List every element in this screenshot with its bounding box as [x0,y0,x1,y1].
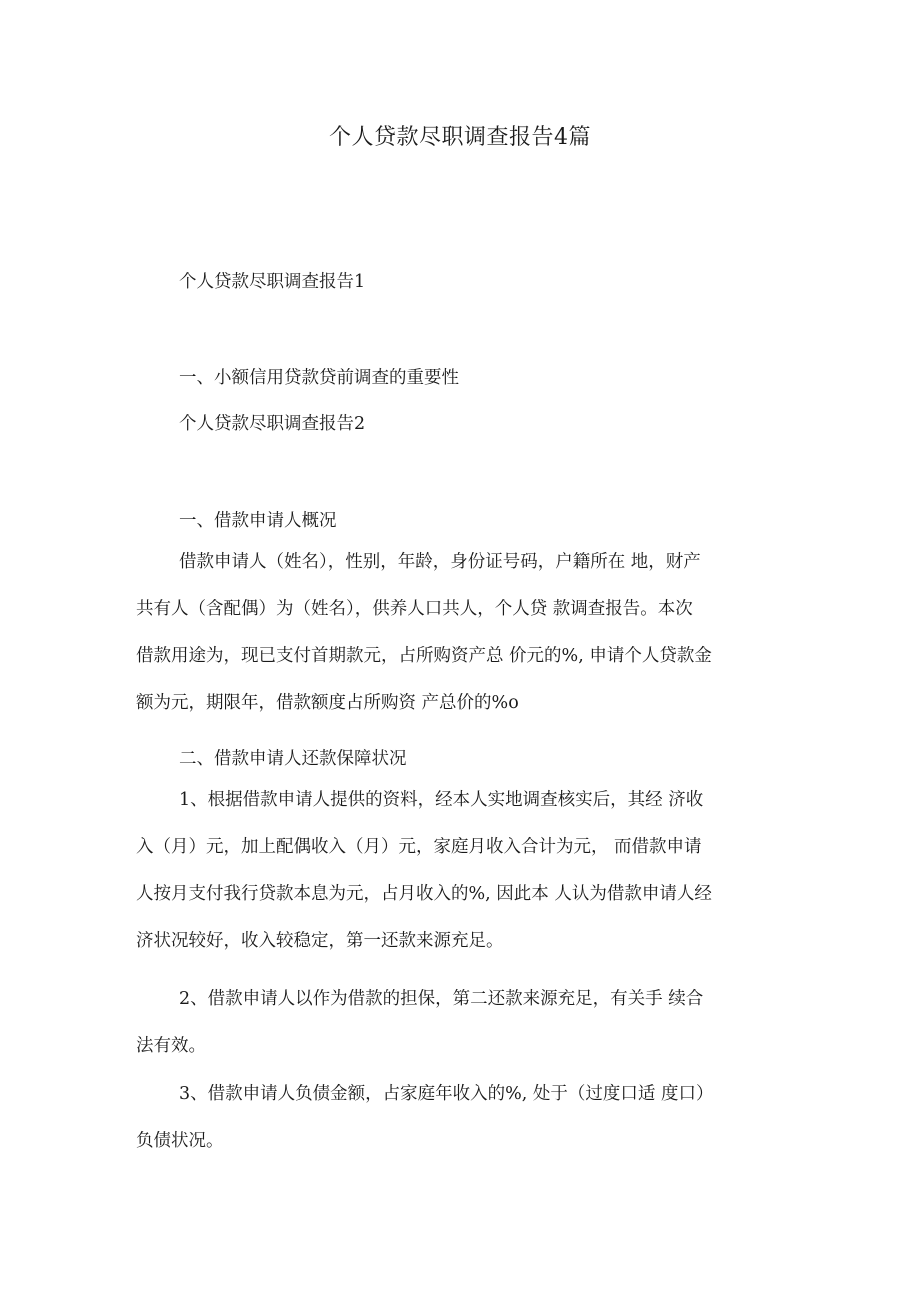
paragraph-repayment-2 [136,976,788,1070]
document-title: 个人贷款尽职调查报告4篇 [329,125,591,150]
paragraph-line: 借款申请人（姓名），性别，年龄，身份证号码，户籍所在 地，财产 [179,552,701,572]
paragraph-line: 1、根据借款申请人提供的资料，经本人实地调查核实后，其经 济收 [179,790,704,810]
paragraph-line: 2、借款申请人以作为借款的担保，第二还款来源充足，有关手 续合 [179,989,704,1009]
paragraph-line: 法有效。 [136,1036,206,1056]
paragraph-line: 3、借款申请人负债金额，占家庭年收入的%, 处于（过度口适 度口） [179,1084,714,1104]
section-b-heading: 二、借款申请人还款保障状况 [179,749,407,769]
paragraph-line: 人按月支付我行贷款本息为元，占月收入的%, 因此本 人认为借款申请人经 [136,884,712,904]
paragraph-line: 济状况较好，收入较稳定，第一还款来源充足。 [136,931,504,951]
paragraph-line: 负债状况。 [136,1131,224,1151]
section1-heading: 一、小额信用贷款贷前调查的重要性 [179,368,459,388]
paragraph-repayment-1 [136,777,788,965]
report2-heading: 个人贷款尽职调查报告2 [179,414,366,434]
paragraph-line: 入（月）元，加上配偶收入（月）元，家庭月收入合计为元， 而借款申请 [136,837,702,857]
report1-heading: 个人贷款尽职调查报告1 [179,272,366,292]
paragraph-line: 共有人（含配偶）为（姓名），供养人口共人，个人贷 款调查报告。本次 [136,599,693,619]
paragraph-line: 额为元，期限年，借款额度占所购资 产总价的%o [136,693,519,713]
section-a-heading: 一、借款申请人概况 [179,511,337,531]
paragraph-applicant-overview [136,539,788,727]
paragraph-line: 借款用途为，现已支付首期款元，占所购资产总 价元的%, 申请个人贷款金 [136,646,712,666]
paragraph-repayment-3 [136,1071,788,1165]
